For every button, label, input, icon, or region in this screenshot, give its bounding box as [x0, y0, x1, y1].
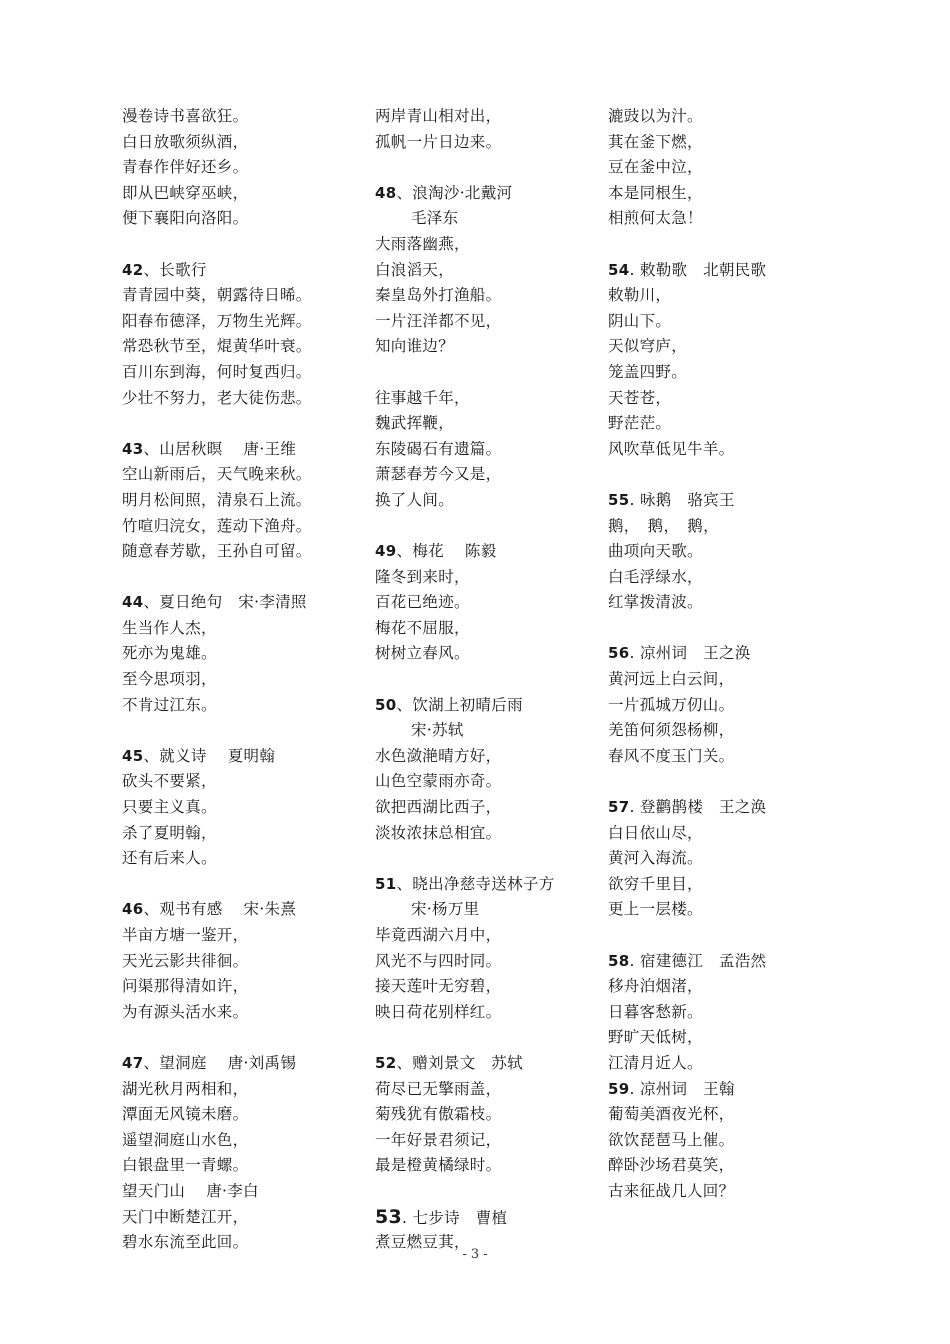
poem-line: 欲穷千里目，: [608, 874, 703, 893]
poem-number-separator: 、: [396, 542, 413, 561]
poem-title: 饮湖上初晴后雨: [412, 695, 523, 714]
poem-line: 鹅， 鹅， 鹅，: [608, 516, 719, 535]
poem-number-separator: 、: [143, 439, 160, 458]
poem-number: 56: [608, 644, 630, 663]
poem-line: 即从巴峡穿巫峡，: [122, 183, 249, 202]
stanza-gap: [122, 232, 362, 258]
poem-number: 44: [122, 593, 144, 612]
poem-line: 望天门山 唐·李白: [122, 1181, 259, 1200]
stanza-gap: [122, 565, 362, 591]
poem-number: 50: [375, 695, 397, 714]
poem-line: 煮豆燃豆萁，: [375, 1233, 470, 1252]
poem-line: 日暮客愁新。: [608, 1002, 703, 1021]
poem-title: 敕勒歌 北朝民歌: [639, 260, 767, 279]
poem-line: 白浪滔天，: [375, 260, 455, 279]
poem-line: 梅花不屈服，: [375, 618, 470, 637]
poem-line: 常恐秋节至，焜黄华叶衰。: [122, 337, 312, 356]
poem-number-separator: 、: [143, 260, 160, 279]
poem-title: 七步诗 曹植: [412, 1208, 508, 1227]
poem-line: 白日放歌须纵酒，: [122, 132, 249, 151]
poem-line: 一片孤城万仞山。: [608, 695, 735, 714]
poem-number-separator: 、: [396, 695, 413, 714]
poem-line: 天似穹庐，: [608, 337, 688, 356]
poem-line: 葡萄美酒夜光杯，: [608, 1105, 735, 1124]
poem-author: 毛泽东: [411, 209, 459, 228]
poem-line: 秦皇岛外打渔船。: [375, 286, 502, 305]
poem-line: 天苍苍，: [608, 388, 672, 407]
poem-number: 43: [122, 439, 144, 458]
poem-number: 48: [375, 183, 397, 202]
poem-line: 竹喧归浣女，莲动下渔舟。: [122, 516, 312, 535]
poem-line: 一片汪洋都不见，: [375, 311, 502, 330]
poem-line: 曲项向天歌。: [608, 542, 703, 561]
poem-line: 青春作伴好还乡。: [122, 158, 249, 177]
poem-line: 湖光秋月两相和，: [122, 1079, 249, 1098]
poem-heading: [375, 693, 615, 719]
poem-number-separator: 、: [143, 593, 160, 612]
poem-line: 欲饮琵琶马上催。: [608, 1130, 735, 1149]
stanza-gap: [122, 872, 362, 898]
stanza-gap: [608, 769, 848, 795]
poem-line: 白毛浮绿水，: [608, 567, 703, 586]
poem-line: 欲把西湖比西子，: [375, 798, 502, 817]
poem-line: 醉卧沙场君莫笑，: [608, 1156, 735, 1175]
poem-heading: [375, 872, 615, 898]
poem-number-separator: 、: [143, 900, 160, 919]
poem-line: 砍头不要紧，: [122, 772, 217, 791]
poem-line: 羌笛何须怨杨柳，: [608, 721, 735, 740]
poem-line: 半亩方塘一鉴开，: [122, 926, 249, 944]
poem-line: 淡妆浓抹总相宜。: [375, 823, 502, 842]
poem-number-separator: .: [629, 951, 640, 970]
poem-heading: [375, 181, 615, 207]
poem-line: 阴山下。: [608, 311, 672, 330]
poem-number: 54: [608, 260, 630, 279]
poem-title: 观书有感 宋·朱熹: [159, 900, 297, 919]
poem-line: 知向谁边？: [375, 337, 455, 356]
poem-line: 荷尽已无擎雨盖，: [375, 1079, 502, 1098]
poem-line: 春风不度玉门关。: [608, 746, 735, 765]
stanza-gap: [122, 718, 362, 744]
poem-number: 59: [608, 1079, 630, 1098]
poem-title: 就义诗 夏明翰: [159, 746, 276, 765]
poem-number-separator: .: [402, 1208, 413, 1227]
poem-heading: [608, 1077, 848, 1103]
poem-line: 风吹草低见牛羊。: [608, 439, 735, 458]
stanza-gap: [608, 232, 848, 258]
stanza-gap: [608, 462, 848, 488]
stanza-gap: [375, 155, 615, 181]
poem-title: 长歌行: [159, 260, 207, 279]
poem-line: 孤帆一片日边来。: [375, 132, 502, 151]
poem-line: 映日荷花别样红。: [375, 1002, 502, 1021]
poem-line: 天门中断楚江开，: [122, 1207, 249, 1226]
poem-line: 还有后来人。: [122, 849, 217, 868]
poem-line: 往事越千年，: [375, 388, 470, 407]
poem-heading: [122, 744, 362, 770]
poem-number-separator: .: [629, 1079, 640, 1098]
poem-heading: [122, 258, 362, 284]
poem-number: 57: [608, 798, 630, 817]
poem-line: 最是橙黄橘绿时。: [375, 1156, 502, 1175]
poem-line: 山色空蒙雨亦奇。: [375, 772, 502, 791]
poem-line: 接天莲叶无穷碧，: [375, 977, 502, 996]
poem-heading: [608, 258, 848, 284]
poem-heading: [122, 1051, 362, 1077]
poem-line: 随意春芳歇，王孙自可留。: [122, 542, 312, 561]
poem-heading: [122, 897, 362, 923]
text-column-3: [608, 104, 848, 1205]
poem-line: 百花已绝迹。: [375, 593, 470, 612]
stanza-gap: [122, 1025, 362, 1051]
poem-title: 凉州词 王之涣: [639, 644, 751, 663]
poem-line: 至今思项羽，: [122, 670, 217, 689]
stanza-gap: [608, 616, 848, 642]
stanza-gap: [375, 1179, 615, 1205]
poem-title: 浪淘沙·北戴河: [412, 183, 513, 202]
poem-title: 梅花 陈毅: [412, 542, 497, 561]
poem-number-separator: .: [629, 260, 640, 279]
poem-line: 换了人间。: [375, 490, 455, 509]
poem-line: 笼盖四野。: [608, 362, 688, 381]
poem-title: 赠刘景文 苏轼: [412, 1053, 523, 1072]
poem-line: 碧水东流至此回。: [122, 1233, 249, 1252]
poem-line: 生当作人杰，: [122, 618, 217, 637]
poem-title: 望洞庭 唐·刘禹锡: [159, 1053, 297, 1072]
poem-line: 毕竟西湖六月中，: [375, 926, 502, 944]
poem-heading: [608, 795, 848, 821]
poem-line: 白银盘里一青螺。: [122, 1156, 249, 1175]
poem-heading: [375, 1205, 615, 1231]
poem-number: 53: [375, 1205, 403, 1228]
poem-line: 黄河入海流。: [608, 849, 703, 868]
poem-number-separator: 、: [396, 874, 413, 893]
poem-line: 萁在釜下燃，: [608, 132, 703, 151]
poem-line: 死亦为鬼雄。: [122, 644, 217, 663]
poem-number: 55: [608, 490, 630, 509]
poem-line: 风光不与四时同。: [375, 951, 502, 970]
poem-line: 漉豉以为汁。: [608, 107, 703, 125]
poem-author: 宋·杨万里: [411, 900, 480, 919]
poem-line: 天光云影共徘徊。: [122, 951, 249, 970]
poem-title: 咏鹅 骆宾王: [639, 490, 735, 509]
stanza-gap: [608, 923, 848, 949]
poem-title: 凉州词 王翰: [639, 1079, 735, 1098]
poem-line: 相煎何太急！: [608, 209, 703, 228]
poem-title: 山居秋暝 唐·王维: [159, 439, 297, 458]
poem-heading: [122, 437, 362, 463]
poem-heading: [608, 949, 848, 975]
poem-title: 宿建德江 孟浩然: [639, 951, 767, 970]
stanza-gap: [375, 846, 615, 872]
poem-line: 本是同根生，: [608, 183, 703, 202]
poem-line: 移舟泊烟渚，: [608, 977, 703, 996]
poem-line: 敕勒川，: [608, 286, 672, 305]
poem-line: 两岸青山相对出，: [375, 107, 502, 125]
poem-line: 潭面无风镜未磨。: [122, 1105, 249, 1124]
poem-line: 白日依山尽，: [608, 823, 703, 842]
poem-line: 空山新雨后，天气晚来秋。: [122, 465, 312, 484]
poem-line: 水色潋滟晴方好，: [375, 746, 502, 765]
poem-number: 52: [375, 1053, 397, 1072]
poem-number-separator: 、: [396, 1053, 413, 1072]
poem-number: 46: [122, 900, 144, 919]
poem-number-separator: 、: [143, 746, 160, 765]
poem-line: 野茫茫。: [608, 414, 672, 433]
poem-line: 萧瑟春芳今又是，: [375, 465, 502, 484]
poem-line: 古来征战几人回？: [608, 1181, 735, 1200]
poem-line: 青青园中葵，朝露待日晞。: [122, 286, 312, 305]
poem-line: 魏武挥鞭，: [375, 414, 455, 433]
poem-heading: [375, 1051, 615, 1077]
poem-line: 少壮不努力，老大徒伤悲。: [122, 388, 312, 407]
poem-line: 豆在釜中泣，: [608, 158, 703, 177]
text-column-2: [375, 104, 615, 1256]
poem-line: 野旷天低树，: [608, 1028, 703, 1047]
poem-number-separator: 、: [143, 1053, 160, 1072]
poem-line: 百川东到海，何时复西归。: [122, 362, 312, 381]
poem-number: 42: [122, 260, 144, 279]
poem-line: 问渠那得清如许，: [122, 977, 249, 996]
poem-number-separator: 、: [396, 183, 413, 202]
poem-author: 宋·苏轼: [411, 721, 464, 740]
poem-title: 登鹳鹊楼 王之涣: [639, 798, 767, 817]
poem-number: 47: [122, 1053, 144, 1072]
poem-number: 51: [375, 874, 397, 893]
stanza-gap: [375, 1025, 615, 1051]
poem-line: 遥望洞庭山水色，: [122, 1130, 249, 1149]
poem-heading: [608, 488, 848, 514]
stanza-gap: [375, 514, 615, 540]
stanza-gap: [122, 411, 362, 437]
poem-line: 漫卷诗书喜欲狂。: [122, 107, 249, 125]
poem-line: 为有源头活水来。: [122, 1002, 249, 1021]
poem-number: 45: [122, 746, 144, 765]
poem-line: 隆冬到来时，: [375, 567, 470, 586]
poem-line: 江清月近人。: [608, 1053, 703, 1072]
poem-line: 大雨落幽燕，: [375, 234, 470, 253]
poem-number-separator: .: [629, 644, 640, 663]
poem-line: 只要主义真。: [122, 798, 217, 817]
poem-title: 晓出净慈寺送林子方: [412, 874, 555, 893]
poem-line: 树树立春风。: [375, 644, 470, 663]
poem-line: 不肯过江东。: [122, 695, 217, 714]
text-column-1: [122, 104, 362, 1256]
poem-line: 一年好景君须记，: [375, 1130, 502, 1149]
poem-line: 更上一层楼。: [608, 900, 703, 919]
stanza-gap: [375, 360, 615, 386]
poem-line: 杀了夏明翰，: [122, 823, 217, 842]
poem-heading: [608, 641, 848, 667]
poem-line: 菊残犹有傲霜枝。: [375, 1105, 502, 1124]
poem-line: 便下襄阳向洛阳。: [122, 209, 249, 228]
poem-title: 夏日绝句 宋·李清照: [159, 593, 307, 612]
poem-line: 明月松间照，清泉石上流。: [122, 490, 312, 509]
poem-number: 58: [608, 951, 630, 970]
poem-line: 东陵碣石有遗篇。: [375, 439, 502, 458]
poem-number: 49: [375, 542, 397, 561]
poem-number-separator: .: [629, 490, 640, 509]
poem-line: 红掌拨清波。: [608, 593, 703, 612]
stanza-gap: [375, 667, 615, 693]
poem-line: 黄河远上白云间，: [608, 670, 735, 689]
page-number: - 3 -: [462, 1247, 488, 1262]
poem-line: 阳春布德泽，万物生光辉。: [122, 311, 312, 330]
poem-number-separator: .: [629, 798, 640, 817]
poem-heading: [122, 590, 362, 616]
poem-heading: [375, 539, 615, 565]
